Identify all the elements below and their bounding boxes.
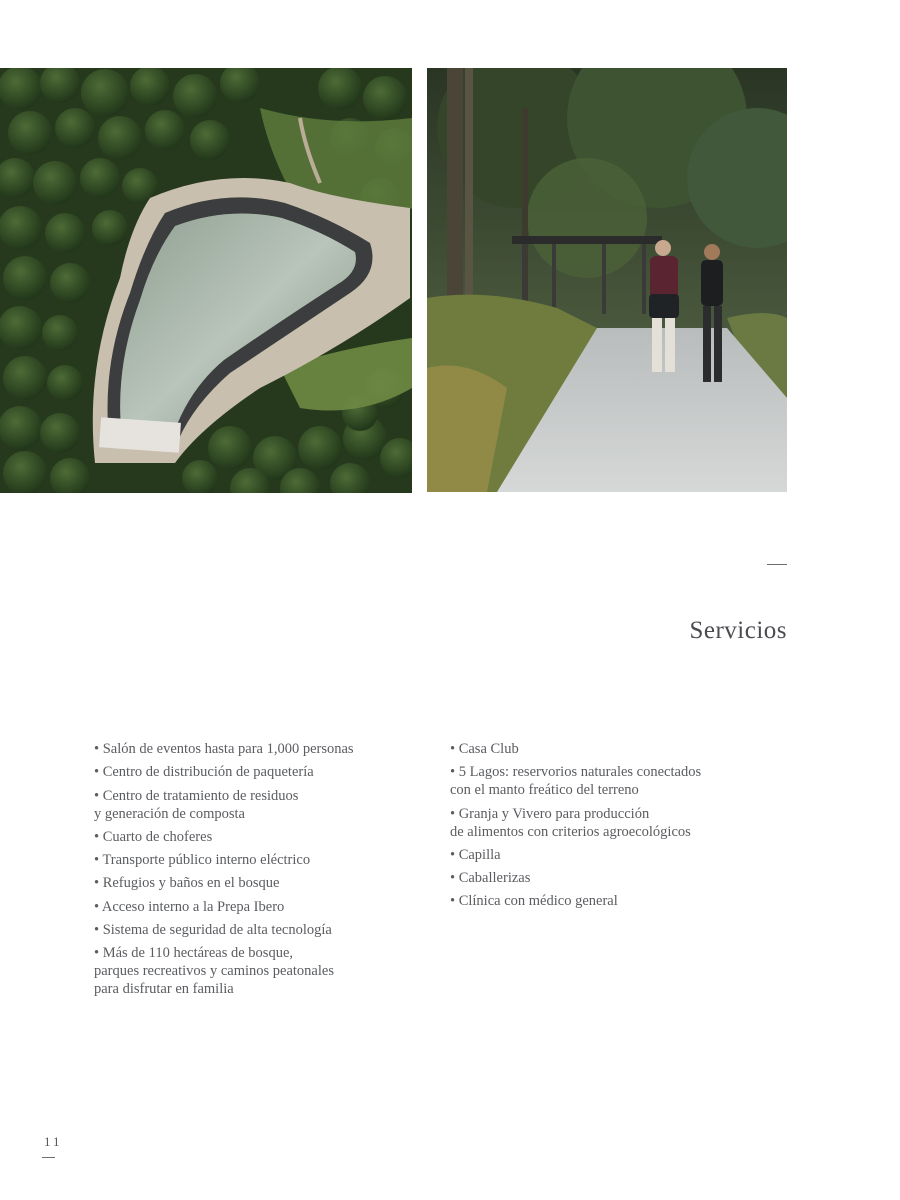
page-number: 11 — [44, 1134, 63, 1149]
amenity-item: • Clínica con médico general — [450, 893, 618, 910]
amenity-item: • Sistema de seguridad de alta tecnología — [94, 922, 332, 939]
amenity-item: • Más de 110 hectáreas de bosque, parques recreativos y caminos peatonales para disfrutar en familia — [94, 945, 334, 998]
forest-walkway-photo — [427, 68, 787, 492]
amenity-item: • Salón de eventos hasta para 1,000 personas — [94, 741, 354, 757]
amenity-item: • Granja y Vivero para producción de alimentos con criterios agroecológicos — [450, 805, 691, 840]
amenity-item: • Refugios y baños en el bosque — [94, 875, 280, 892]
amenities-list-right — [450, 740, 780, 916]
amenity-item: • Transporte público interno eléctrico — [94, 852, 311, 869]
amenity-item: • Acceso interno a la Prepa Ibero — [94, 898, 285, 915]
amenity-item: • Casa Club — [450, 741, 519, 757]
aerial-lake-photo — [0, 68, 412, 493]
amenities-list-left — [94, 740, 424, 1004]
amenity-item: • Centro de distribución de paquetería — [94, 764, 314, 781]
amenity-item: • Capilla — [450, 846, 501, 863]
amenity-item: • Caballerizas — [450, 870, 531, 887]
section-title: Servicios — [689, 617, 787, 644]
amenity-item: • Centro de tratamiento de residuos y generación de composta — [94, 787, 299, 822]
section-divider — [767, 564, 787, 565]
amenity-item: • 5 Lagos: reservorios naturales conectados con el manto freático del terreno — [450, 764, 702, 799]
page-number-underline — [42, 1157, 55, 1158]
amenity-item: • Cuarto de choferes — [94, 828, 213, 845]
